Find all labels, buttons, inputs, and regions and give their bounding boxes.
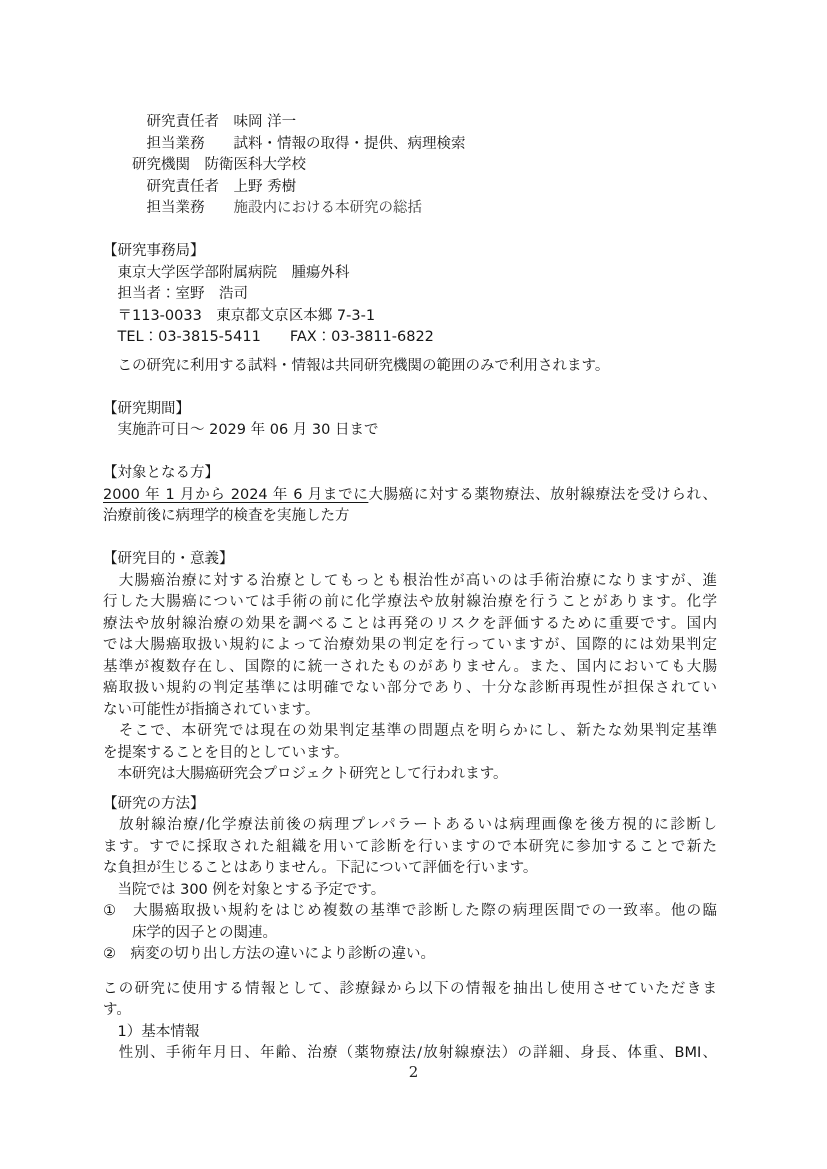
subjects-line-1	[103, 485, 717, 507]
subjects-rest: 大腸癌に対する薬物療法、放射線療法を受けられ、	[368, 486, 717, 503]
subjects-line-2: 治療前後に病理学的検査を実施した方	[103, 508, 350, 524]
purpose-paragraph-line: を提案することを目的としています。	[103, 744, 349, 761]
info-use-line: す。	[103, 1002, 131, 1018]
blank-line	[103, 349, 717, 356]
methods-heading: 【研究の方法】	[103, 795, 205, 812]
office-hospital-line: 東京大学医学部附属病院 腫瘍外科	[103, 264, 350, 281]
info-use-basic-info-heading: 1）基本情報	[103, 1023, 200, 1040]
purpose-paragraph-line: 基準が複数存在し、国際的に統一されたものがありません。また、国内においても大腸	[103, 658, 717, 675]
blank-line	[103, 377, 717, 399]
methods-item-2-line: ② 病変の切り出し方法の違いにより診断の違い。	[103, 946, 435, 962]
office-address-line: 〒113-0033 東京都文京区本郷 7-3-1	[103, 307, 376, 324]
collaborator-duty2-label: 担当業務	[103, 200, 234, 216]
blank-line	[103, 786, 717, 794]
purpose-paragraph-line: 療法や放射線治療の効果を調べることは再発のリスクを評価するために重要です。国内	[103, 615, 717, 632]
methods-paragraph-line: な負担が生じることはありません。下記について評価を行います。	[103, 860, 538, 876]
collaborator-pi-line: 研究責任者 味岡 洋一	[103, 114, 297, 130]
methods-item-1-continuation: 床学的因子との関連。	[103, 924, 277, 941]
purpose-heading: 【研究目的・意義】	[103, 551, 234, 567]
subjects-underlined-period: 2000 年 1 月から 2024 年 6 月までに	[103, 486, 369, 503]
methods-paragraph-line: 当院では 300 例を対象とする予定です。	[103, 881, 386, 898]
purpose-paragraph-line: 癌取扱い規約の判定基準には明確でない部分であり、十分な診断再現性が担保されてい	[103, 680, 717, 696]
subjects-heading: 【対象となる方】	[103, 465, 219, 481]
collaborator-duty-line: 担当業務 試料・情報の取得・提供、病理検索	[103, 135, 466, 152]
purpose-paragraph-line: 本研究は大腸癌研究会プロジェクト研究として行われます。	[103, 766, 508, 782]
office-telfax-line: TEL：03-3815-5411 FAX：03-3811-6822	[103, 329, 434, 345]
purpose-paragraph-line: そこで、本研究では現在の効果判定基準の問題点を明らかにし、新たな効果判定基準	[103, 723, 717, 739]
office-contact-line: 担当者：室野 浩司	[103, 286, 248, 302]
info-use-basic-info-items: 性別、手術年月日、年齢、治療（薬物療法/放射線療法）の詳細、身長、体重、BMI、	[103, 1045, 717, 1061]
period-heading: 【研究期間】	[103, 400, 190, 417]
purpose-paragraph-line: 大腸癌治療に対する治療としてもっとも根治性が高いのは手術治療になりますが、進	[103, 572, 717, 589]
blank-line	[103, 442, 717, 464]
blank-line	[103, 966, 717, 979]
purpose-paragraph-line: ない可能性が指摘されています。	[103, 701, 320, 718]
blank-line	[103, 528, 717, 550]
period-body-line: 実施許可日～ 2029 年 06 月 30 日まで	[103, 422, 379, 438]
usage-note-line: この研究に利用する試料・情報は共同研究機関の範囲のみで利用されます。	[103, 357, 610, 374]
purpose-paragraph-line: では大腸癌取扱い規約によって治療効果の判定を行っていますが、国際的には効果判定	[103, 637, 717, 653]
methods-item-1-line: ① 大腸癌取扱い規約をはじめ複数の基準で診断した際の病理医間での一致率。他の臨	[103, 903, 717, 919]
collaborator-duty2-line	[103, 198, 717, 220]
collaborator-duty2-value: 施設内における本研究の総括	[233, 200, 422, 216]
collaborator-org-line: 研究機関 防衛医科大学校	[103, 157, 306, 173]
office-heading: 【研究事務局】	[103, 243, 205, 259]
blank-line	[103, 220, 717, 242]
document-body	[103, 112, 717, 1065]
purpose-paragraph-line: 行した大腸癌については手術の前に化学療法や放射線治療を行うことがあります。化学	[103, 594, 717, 610]
info-use-line: この研究に使用する情報として、診療録から以下の情報を抽出し使用させていただきま	[103, 980, 717, 997]
methods-paragraph-line: ます。すでに採取された組織を用いて診断を行いますので本研究に参加することで新た	[103, 838, 717, 855]
methods-paragraph-line: 放射線治療/化学療法前後の病理プレパラートあるいは病理画像を後方視的に診断し	[103, 817, 717, 833]
collaborator-pi2-line: 研究責任者 上野 秀樹	[103, 178, 297, 195]
page-number: 2	[408, 1063, 419, 1081]
